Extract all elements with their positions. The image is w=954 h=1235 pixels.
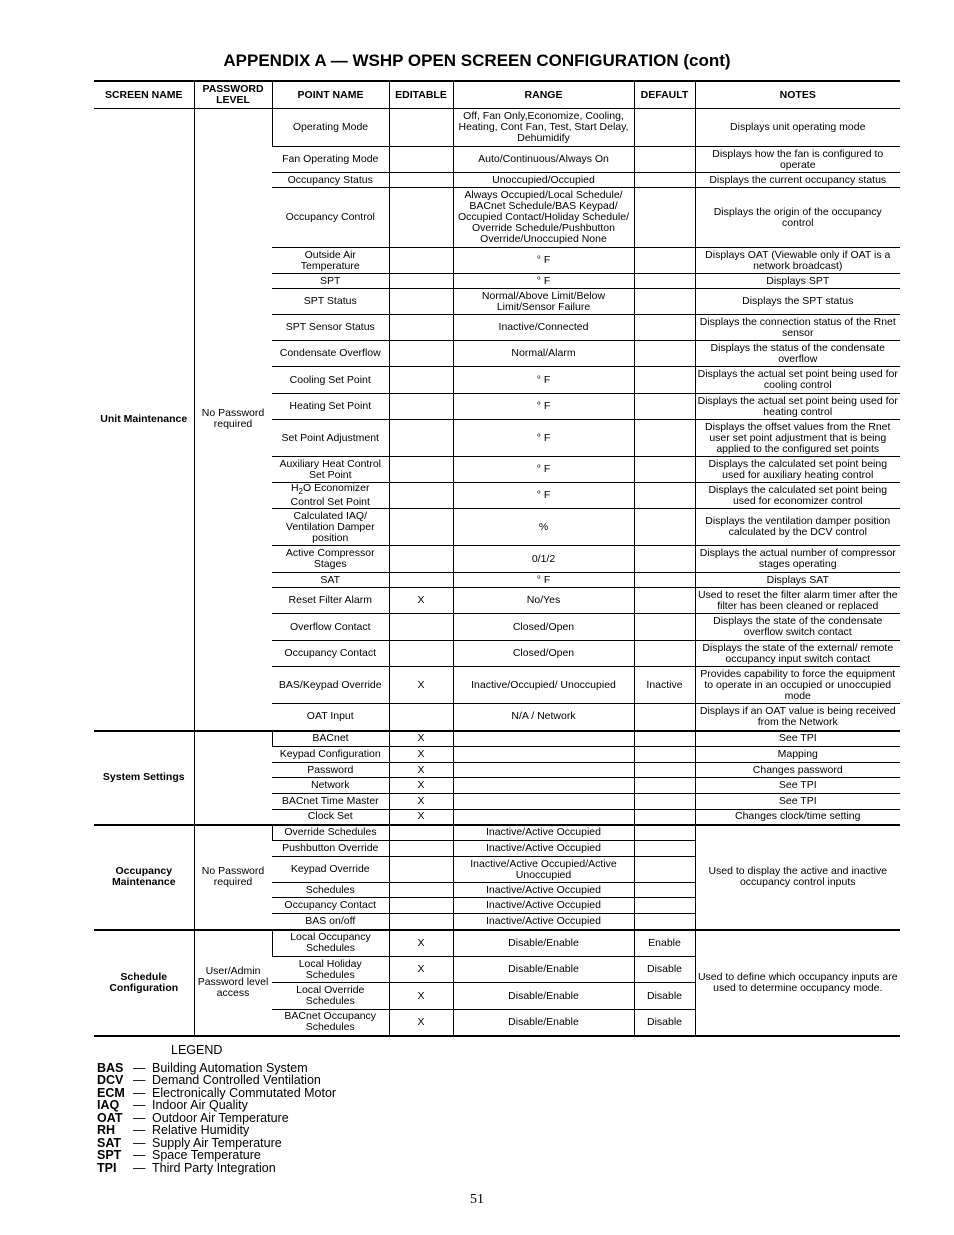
range-cell: Inactive/Active Occupied: [453, 841, 634, 857]
default-cell: [634, 825, 695, 841]
notes-cell: Changes clock/time setting: [695, 810, 900, 825]
legend-item: [97, 1074, 336, 1087]
notes-cell: Displays the actual set point being used for cooling control: [695, 367, 900, 394]
range-cell: [453, 747, 634, 763]
point-name-cell: BAS on/off: [272, 914, 389, 930]
point-name-cell: Local Holiday Schedules: [272, 957, 389, 983]
default-cell: [634, 763, 695, 778]
point-name-cell: Overflow Contact: [272, 614, 389, 641]
editable-cell: X: [389, 747, 453, 763]
default-cell: [634, 614, 695, 641]
notes-cell: Displays the ventilation damper position calculated by the DCV control: [695, 509, 900, 546]
editable-cell: [389, 546, 453, 573]
notes-cell: Used to reset the filter alarm timer after the filter has been cleaned or replaced: [695, 588, 900, 614]
legend-abbr: BAS: [97, 1060, 124, 1075]
editable-cell: X: [389, 983, 453, 1010]
point-name-cell: OAT Input: [272, 704, 389, 731]
editable-cell: [389, 857, 453, 883]
range-cell: ° F: [453, 248, 634, 274]
point-name-cell: Outside Air Temperature: [272, 248, 389, 274]
point-name-cell: SPT Status: [272, 289, 389, 315]
editable-cell: [389, 188, 453, 248]
legend-dash: —: [133, 1135, 146, 1150]
legend-item: [97, 1099, 336, 1112]
notes-cell: Displays the state of the condensate overflow switch contact: [695, 614, 900, 641]
range-cell: ° F: [453, 457, 634, 483]
legend-header: LEGEND: [171, 1043, 223, 1057]
default-cell: [634, 483, 695, 509]
editable-cell: [389, 483, 453, 509]
range-cell: Off, Fan Only,Economize, Cooling, Heating, Cont Fan, Test, Start Delay, Dehumidify: [453, 109, 634, 147]
point-name-cell: Keypad Configuration: [272, 747, 389, 763]
point-name-cell: Network: [272, 778, 389, 794]
legend-text: Electronically Commutated Motor: [152, 1085, 337, 1100]
legend-text: Outdoor Air Temperature: [152, 1110, 289, 1125]
default-cell: [634, 394, 695, 420]
range-cell: ° F: [453, 367, 634, 394]
range-cell: Inactive/Active Occupied: [453, 914, 634, 930]
default-cell: [634, 341, 695, 367]
legend-dash: —: [133, 1123, 146, 1137]
point-name-rest: O Economizer Control Set Point: [290, 482, 370, 509]
editable-cell: [389, 289, 453, 315]
range-cell: Disable/Enable: [453, 1010, 634, 1036]
header-notes: NOTES: [695, 81, 900, 109]
editable-cell: X: [389, 794, 453, 810]
legend-dash: —: [133, 1085, 146, 1100]
notes-cell: Displays OAT (Viewable only if OAT is a network broadcast): [695, 248, 900, 274]
notes-cell: Mapping: [695, 747, 900, 763]
point-name-cell: BACnet Time Master: [272, 794, 389, 810]
legend-text: Indoor Air Quality: [152, 1098, 248, 1112]
notes-cell: Displays the calculated set point being used for economizer control: [695, 483, 900, 509]
legend-text: Third Party Integration: [152, 1160, 276, 1175]
password-level-cell: No Password required: [194, 109, 272, 731]
editable-cell: [389, 274, 453, 289]
password-level-cell: No Password required: [194, 825, 272, 930]
notes-cell: Displays the SPT status: [695, 289, 900, 315]
range-cell: ° F: [453, 483, 634, 509]
legend-items: [97, 1062, 336, 1175]
legend-item: [97, 1149, 336, 1162]
notes-cell: Provides capability to force the equipment to operate in an occupied or unoccupied mode: [695, 667, 900, 704]
point-name-cell: Clock Set: [272, 810, 389, 825]
range-cell: Disable/Enable: [453, 983, 634, 1010]
editable-cell: [389, 367, 453, 394]
range-cell: Normal/Alarm: [453, 341, 634, 367]
notes-cell: See TPI: [695, 731, 900, 747]
point-name-cell: Occupancy Contact: [272, 898, 389, 914]
range-cell: Inactive/Active Occupied/Active Unoccupied: [453, 857, 634, 883]
range-cell: [453, 763, 634, 778]
editable-cell: [389, 898, 453, 914]
default-cell: [634, 289, 695, 315]
default-cell: [634, 794, 695, 810]
table-row: [94, 825, 900, 841]
range-cell: Inactive/Active Occupied: [453, 898, 634, 914]
legend-abbr: DCV: [97, 1073, 124, 1087]
editable-cell: [389, 573, 453, 588]
range-cell: Auto/Continuous/Always On: [453, 147, 634, 173]
header-default: DEFAULT: [634, 81, 695, 109]
notes-cell: Changes password: [695, 763, 900, 778]
range-cell: Normal/Above Limit/Below Limit/Sensor Failure: [453, 289, 634, 315]
point-name-cell: BAS/Keypad Override: [272, 667, 389, 704]
range-cell: ° F: [453, 573, 634, 588]
legend-item: [97, 1162, 336, 1175]
screen-name-cell: Schedule Configuration: [94, 930, 194, 1036]
point-name-cell: Auxiliary Heat Control Set Point: [272, 457, 389, 483]
notes-cell: Displays the calculated set point being used for auxiliary heating control: [695, 457, 900, 483]
editable-cell: [389, 825, 453, 841]
table-row: [94, 930, 900, 957]
point-name-cell: Local Override Schedules: [272, 983, 389, 1010]
table-body: [94, 109, 900, 1036]
point-name-cell: Calculated IAQ/ Ventilation Damper position: [272, 509, 389, 546]
point-name-cell: Schedules: [272, 883, 389, 898]
range-cell: Closed/Open: [453, 641, 634, 667]
default-cell: [634, 747, 695, 763]
default-cell: [634, 109, 695, 147]
range-cell: [453, 794, 634, 810]
default-cell: [634, 731, 695, 747]
editable-cell: [389, 147, 453, 173]
editable-cell: [389, 457, 453, 483]
point-name-cell: Cooling Set Point: [272, 367, 389, 394]
point-name-cell: Set Point Adjustment: [272, 420, 389, 457]
password-level-cell: User/Admin Password level access: [194, 930, 272, 1036]
password-level-cell: [194, 731, 272, 825]
notes-cell: Displays SPT: [695, 274, 900, 289]
default-cell: [634, 810, 695, 825]
default-cell: [634, 248, 695, 274]
range-cell: [453, 731, 634, 747]
default-cell: [634, 546, 695, 573]
editable-cell: [389, 248, 453, 274]
screen-name-cell: System Settings: [94, 731, 194, 825]
editable-cell: [389, 509, 453, 546]
range-cell: Unoccupied/Occupied: [453, 173, 634, 188]
notes-cell: Displays the actual set point being used for heating control: [695, 394, 900, 420]
notes-cell: Displays the current occupancy status: [695, 173, 900, 188]
range-cell: Closed/Open: [453, 614, 634, 641]
point-name-cell: [272, 483, 389, 509]
legend-text: Space Temperature: [152, 1148, 261, 1162]
default-cell: [634, 367, 695, 394]
point-name-cell: Operating Mode: [272, 109, 389, 147]
default-cell: Disable: [634, 983, 695, 1010]
legend-item: [97, 1124, 336, 1137]
default-cell: [634, 173, 695, 188]
header-point-name: POINT NAME: [272, 81, 389, 109]
notes-cell: Used to define which occupancy inputs are used to determine occupancy mode.: [695, 930, 900, 1036]
header-screen-name: SCREEN NAME: [94, 81, 194, 109]
header-editable: EDITABLE: [389, 81, 453, 109]
range-cell: Inactive/Connected: [453, 315, 634, 341]
editable-cell: X: [389, 1010, 453, 1036]
editable-cell: [389, 841, 453, 857]
point-name-part: H: [290, 482, 299, 494]
editable-cell: [389, 394, 453, 420]
point-name-cell: Occupancy Control: [272, 188, 389, 248]
point-name-subscript: 2: [298, 487, 303, 497]
legend-abbr: IAQ: [97, 1098, 120, 1112]
range-cell: [453, 810, 634, 825]
editable-cell: [389, 341, 453, 367]
range-cell: Disable/Enable: [453, 930, 634, 957]
legend-text: Demand Controlled Ventilation: [152, 1073, 321, 1087]
point-name-cell: BACnet: [272, 731, 389, 747]
default-cell: [634, 841, 695, 857]
notes-cell: Displays how the fan is configured to operate: [695, 147, 900, 173]
notes-cell: Displays the connection status of the Rnet sensor: [695, 315, 900, 341]
default-cell: Disable: [634, 957, 695, 983]
table-row: [94, 731, 900, 747]
default-cell: [634, 914, 695, 930]
legend-dash: —: [133, 1073, 146, 1087]
default-cell: [634, 420, 695, 457]
default-cell: [634, 641, 695, 667]
editable-cell: X: [389, 731, 453, 747]
point-name-cell: Heating Set Point: [272, 394, 389, 420]
point-name-cell: Occupancy Contact: [272, 641, 389, 667]
default-cell: Enable: [634, 930, 695, 957]
legend-dash: —: [133, 1148, 146, 1162]
legend-dash: —: [133, 1160, 146, 1175]
legend: [97, 1044, 336, 1174]
legend-abbr: SAT: [97, 1135, 122, 1150]
range-cell: ° F: [453, 274, 634, 289]
screen-name-cell: Unit Maintenance: [94, 109, 194, 731]
point-name-cell: Fan Operating Mode: [272, 147, 389, 173]
default-cell: [634, 509, 695, 546]
legend-text: Relative Humidity: [152, 1123, 250, 1137]
default-cell: [634, 778, 695, 794]
notes-cell: Displays if an OAT value is being received from the Network: [695, 704, 900, 731]
range-cell: Inactive/Active Occupied: [453, 825, 634, 841]
legend-abbr: OAT: [97, 1110, 123, 1125]
legend-dash: —: [133, 1110, 146, 1125]
default-cell: [634, 883, 695, 898]
notes-cell: Displays the state of the external/ remote occupancy input switch contact: [695, 641, 900, 667]
default-cell: [634, 457, 695, 483]
editable-cell: X: [389, 667, 453, 704]
notes-cell: See TPI: [695, 778, 900, 794]
point-name-cell: SPT Sensor Status: [272, 315, 389, 341]
editable-cell: [389, 420, 453, 457]
point-name-cell: Keypad Override: [272, 857, 389, 883]
editable-cell: X: [389, 810, 453, 825]
default-cell: [634, 315, 695, 341]
point-name-cell: Reset Filter Alarm: [272, 588, 389, 614]
point-name-cell: Condensate Overflow: [272, 341, 389, 367]
default-cell: [634, 274, 695, 289]
page-title: APPENDIX A — WSHP OPEN SCREEN CONFIGURATION (cont): [223, 51, 731, 70]
range-cell: ° F: [453, 394, 634, 420]
legend-abbr: SPT: [97, 1148, 122, 1162]
legend-dash: —: [133, 1060, 146, 1075]
header-password-level: PASSWORD LEVEL: [194, 81, 272, 109]
range-cell: 0/1/2: [453, 546, 634, 573]
notes-cell: Displays the actual number of compressor stages operating: [695, 546, 900, 573]
editable-cell: X: [389, 957, 453, 983]
range-cell: Inactive/Active Occupied: [453, 883, 634, 898]
notes-cell: Displays the status of the condensate overflow: [695, 341, 900, 367]
default-cell: [634, 147, 695, 173]
editable-cell: [389, 641, 453, 667]
default-cell: [634, 704, 695, 731]
editable-cell: X: [389, 778, 453, 794]
point-name-cell: Active Compressor Stages: [272, 546, 389, 573]
table-row: [94, 109, 900, 147]
editable-cell: [389, 173, 453, 188]
range-cell: ° F: [453, 420, 634, 457]
range-cell: Inactive/Occupied/ Unoccupied: [453, 667, 634, 704]
editable-cell: X: [389, 588, 453, 614]
range-cell: %: [453, 509, 634, 546]
range-cell: [453, 778, 634, 794]
notes-cell: Used to display the active and inactive occupancy control inputs: [695, 825, 900, 930]
default-cell: [634, 573, 695, 588]
legend-abbr: RH: [97, 1123, 116, 1137]
notes-cell: Displays SAT: [695, 573, 900, 588]
editable-cell: X: [389, 763, 453, 778]
point-name-cell: SPT: [272, 274, 389, 289]
default-cell: [634, 188, 695, 248]
range-cell: N/A / Network: [453, 704, 634, 731]
editable-cell: [389, 883, 453, 898]
default-cell: [634, 588, 695, 614]
point-name-cell: Override Schedules: [272, 825, 389, 841]
editable-cell: [389, 109, 453, 147]
editable-cell: [389, 614, 453, 641]
default-cell: Disable: [634, 1010, 695, 1036]
notes-cell: Displays the offset values from the Rnet user set point adjustment that is being applied to the configured set points: [695, 420, 900, 457]
notes-cell: Displays unit operating mode: [695, 109, 900, 147]
screen-configuration-table: [94, 80, 900, 1037]
point-name-cell: Occupancy Status: [272, 173, 389, 188]
legend-text: Supply Air Temperature: [152, 1135, 282, 1150]
legend-abbr: TPI: [97, 1160, 117, 1175]
legend-text: Building Automation System: [152, 1060, 308, 1075]
editable-cell: [389, 914, 453, 930]
point-name-cell: SAT: [272, 573, 389, 588]
editable-cell: [389, 315, 453, 341]
legend-dash: —: [133, 1098, 146, 1112]
point-name-cell: Local Occupancy Schedules: [272, 930, 389, 957]
point-name-cell: Password: [272, 763, 389, 778]
range-cell: No/Yes: [453, 588, 634, 614]
editable-cell: [389, 704, 453, 731]
default-cell: [634, 857, 695, 883]
notes-cell: Displays the origin of the occupancy control: [695, 188, 900, 248]
point-name-cell: Pushbutton Override: [272, 841, 389, 857]
header-range: RANGE: [453, 81, 634, 109]
point-name-cell: BACnet Occupancy Schedules: [272, 1010, 389, 1036]
table-header-row: [94, 81, 900, 109]
range-cell: Disable/Enable: [453, 957, 634, 983]
page-number: 51: [470, 1192, 484, 1207]
notes-cell: See TPI: [695, 794, 900, 810]
legend-abbr: ECM: [97, 1085, 125, 1100]
range-cell: Always Occupied/Local Schedule/ BACnet Schedule/BAS Keypad/ Occupied Contact/Holiday Schedule/ Override Schedule/Pushbutton Override/Unoccupied None: [453, 188, 634, 248]
default-cell: [634, 898, 695, 914]
screen-name-cell: Occupancy Maintenance: [94, 825, 194, 930]
editable-cell: X: [389, 930, 453, 957]
default-cell: Inactive: [634, 667, 695, 704]
